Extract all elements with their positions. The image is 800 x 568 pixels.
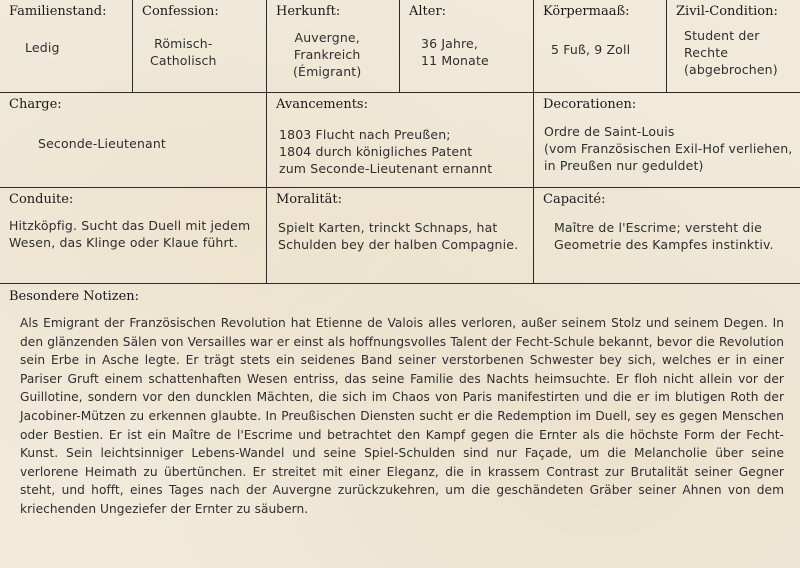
value-alter: 36 Jahre, 11 Monate bbox=[421, 36, 489, 68]
notes-text: Als Emigrant der Französischen Revolution hat Etienne de Valois alles verloren, außer seinem Stolz und seinem Degen. In den glänzenden Sälen von Versailles war er einst als hoffnungsvolles Talent der Fecht-Schule bekannt, bevor die Revolution sein Erbe in Asche legte. Er trägt stets ein seidenes Band seiner verstorbenen Schwester bey sich, welches er in einer Pariser Gruft einem schattenhaften Wesen entriss, das seine Familie des Nachts heimsuchte. Er floh nicht allein vor der Guillotine, sondern vor den duncklen Mächten, die sich im Chaos von Paris manifestirten und die er im blutigen Roth der Jacobiner-Mützen zu erkennen glaubte. In Preußischen Diensten sucht er die Redemption im Duell, sey es gegen Menschen oder Bestien. Er ist ein Maître de l'Escrime und betrachtet den Kampf gegen die Ernter als die höchste Form der Fecht-Kunst. Sein leichtsinniger Lebens-Wandel und seine Spiel-Schulden sind nur Façade, um die Melancholie über seine verlorene Heimath zu übertünchen. Er streitet mit einer Eleganz, die in krassem Contrast zur Brutalität seiner Gegner steht, und hofft, eines Tages nach der Auvergne zurückzukehren, um die geschändeten Gräber seiner Ahnen von dem kriechenden Ungeziefer der Ernter zu säubern. bbox=[20, 316, 784, 516]
cell-familienstand bbox=[0, 0, 133, 93]
value-charge: Seconde-Lieutenant bbox=[38, 136, 166, 151]
cell-alter bbox=[400, 0, 534, 93]
cell-confession bbox=[133, 0, 267, 93]
label-capacite: Capacité: bbox=[543, 192, 606, 207]
cell-herkunft bbox=[267, 0, 400, 93]
value-avancements: 1803 Flucht nach Preußen; 1804 durch königliches Patent zum Seconde-Lieutenant ernannt bbox=[279, 127, 493, 176]
value-zivil-condition: Student der Rechte (abgebrochen) bbox=[684, 28, 778, 77]
cell-zivil-condition bbox=[667, 0, 800, 93]
label-confession: Confession: bbox=[142, 4, 219, 19]
value-confession: Römisch- Catholisch bbox=[150, 36, 217, 68]
value-conduite: Hitzköpfig. Sucht das Duell mit jedem Wesen, das Klinge oder Klaue führt. bbox=[9, 218, 251, 250]
cell-decorationen bbox=[534, 93, 800, 188]
label-koerpermaass: Körpermaaß: bbox=[543, 4, 630, 19]
label-conduite: Conduite: bbox=[9, 192, 74, 207]
value-decorationen: Ordre de Saint-Louis (vom Französischen Exil-Hof verliehen, in Preußen nur geduldet) bbox=[544, 124, 793, 173]
cell-capacite bbox=[534, 188, 800, 284]
label-familienstand: Familienstand: bbox=[9, 4, 107, 19]
value-moralitaet: Spielt Karten, trinckt Schnaps, hat Schulden bey der halben Compagnie. bbox=[278, 220, 519, 252]
label-herkunft: Herkunft: bbox=[276, 4, 341, 19]
label-zivil-condition: Zivil-Condition: bbox=[676, 4, 778, 19]
label-alter: Alter: bbox=[409, 4, 447, 19]
cell-conduite bbox=[0, 188, 267, 284]
value-familienstand: Ledig bbox=[25, 40, 60, 55]
cell-koerpermaass bbox=[534, 0, 667, 93]
cell-charge bbox=[0, 93, 267, 188]
label-avancements: Avancements: bbox=[276, 97, 368, 112]
value-capacite: Maître de l'Escrime; versteht die Geometrie des Kampfes instinktiv. bbox=[554, 220, 774, 252]
cell-moralitaet bbox=[267, 188, 534, 284]
label-moralitaet: Moralität: bbox=[276, 192, 342, 207]
cell-avancements bbox=[267, 93, 534, 188]
value-koerpermaass: 5 Fuß, 9 Zoll bbox=[551, 42, 631, 57]
label-decorationen: Decorationen: bbox=[543, 97, 637, 112]
label-charge: Charge: bbox=[9, 97, 62, 112]
value-herkunft: Auvergne, Frankreich (Émigrant) bbox=[293, 30, 362, 79]
notes-label: Besondere Notizen: bbox=[9, 289, 140, 304]
